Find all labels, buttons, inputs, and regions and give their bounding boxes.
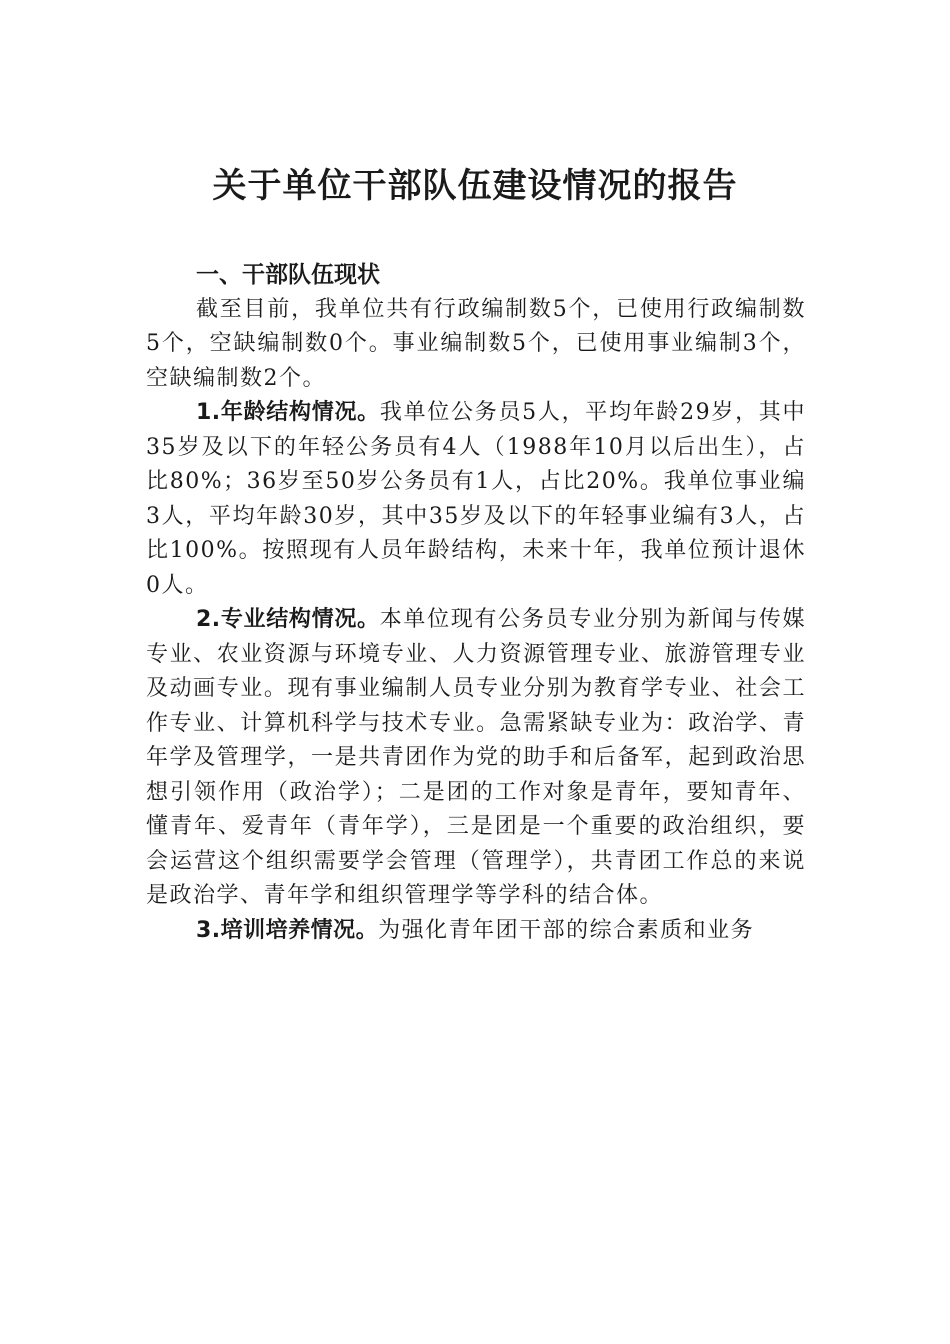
document-title: 关于单位干部队伍建设情况的报告 [212, 166, 738, 206]
paragraph-lead: 3.培训培养情况。 [196, 917, 379, 943]
paragraph-lead: 2.专业结构情况。 [196, 607, 380, 632]
paragraph-text: 我单位公务员5人，平均年龄29岁，其中35岁及以下的年轻公务员有4人（1988年10月以后出生），占比80%；36岁至50岁公务员有1人，占比20%。我单位事业编3人，平均年龄30岁，其中35岁及以下的年轻事业编有3人，占比100%。按照现有人员年龄结构，未来十年，我单位预计退休0人。 [146, 400, 806, 598]
paragraph-text: 本单位现有公务员专业分别为新闻与传媒专业、农业资源与环境专业、人力资源管理专业、旅游管理专业及动画专业。现有事业编制人员专业分别为教育学专业、社会工作专业、计算机科学与技术专业。急需紧缺专业为：政治学、青年学及管理学，一是共青团作为党的助手和后备军，起到政治思想引领作用（政治学）；二是团的工作对象是青年，要知青年、懂青年、爱青年（青年学），三是团是一个重要的政治组织，要会运营这个组织需要学会管理（管理学），共青团工作总的来说是政治学、青年学和组织管理学等学科的结合体。 [146, 607, 806, 908]
paragraph-lead: 1.年龄结构情况。 [196, 400, 380, 425]
document-body [146, 258, 806, 948]
paragraph-age-structure [146, 396, 806, 603]
paragraph-text: 为强化青年团干部的综合素质和业务 [378, 917, 755, 943]
paragraph-training [146, 914, 806, 949]
paragraph-major-structure [146, 603, 806, 914]
intro-paragraph: 截至目前，我单位共有行政编制数5个，已使用行政编制数5个，空缺编制数0个。事业编制数5个，已使用事业编制3个，空缺编制数2个。 [146, 296, 806, 391]
section-heading: 一、干部队伍现状 [196, 262, 380, 288]
